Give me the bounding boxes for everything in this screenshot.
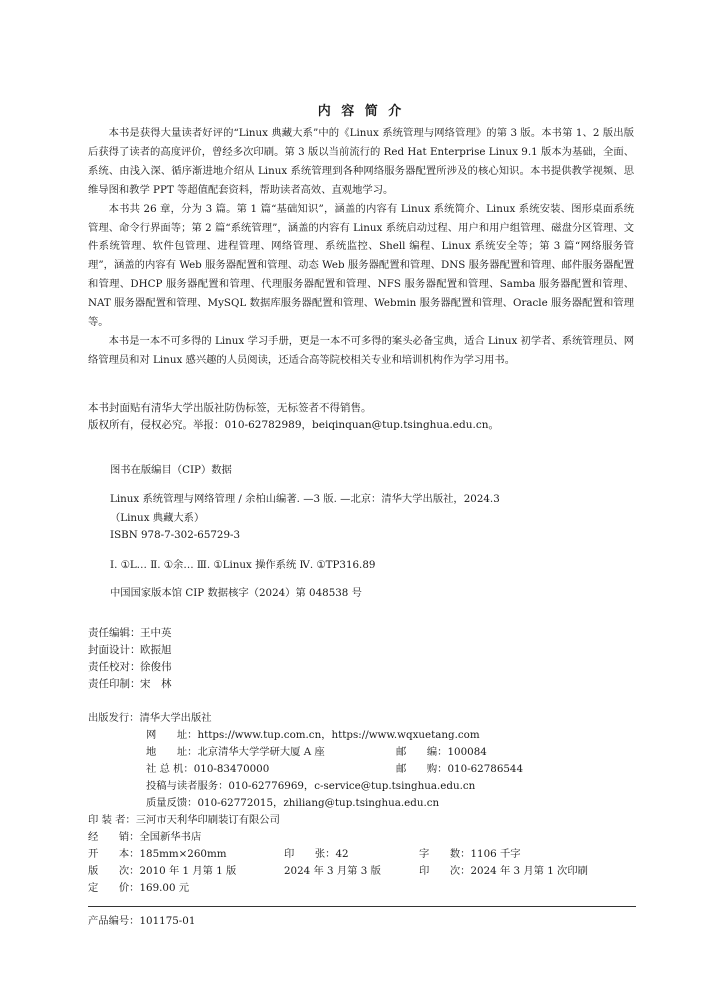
mail-order-value: 010-62786544 <box>447 763 524 775</box>
staff-row <box>88 642 172 657</box>
edition-first: 2010 年 1 月第 1 版 <box>139 865 237 877</box>
printer-label: 印 装 者： <box>88 814 136 826</box>
staff-label: 责任编辑： <box>88 627 141 639</box>
address-label: 地 址： <box>146 746 198 758</box>
quality-feedback-value: 010-62772015，zhiliang@tup.tsinghua.edu.cn <box>197 797 440 809</box>
cip-record: Linux 系统管理与网络管理 / 余柏山编著. —3 版. —北京：清华大学出版社，2024.3 <box>110 493 500 505</box>
contribution-row <box>146 777 475 792</box>
printing-row <box>419 862 588 877</box>
edition-third: 2024 年 3 月第 3 版 <box>284 865 381 877</box>
abstract <box>88 124 634 370</box>
mail-order-label: 邮 购： <box>396 763 448 775</box>
sheets-label: 印 张： <box>284 848 336 860</box>
contribution-label: 投稿与读者服务： <box>146 780 229 792</box>
staff-value: 徐俊伟 <box>140 661 172 673</box>
divider-line <box>88 906 636 907</box>
product-number-label: 产品编号： <box>88 915 140 927</box>
publisher-name: 清华大学出版社 <box>139 712 212 724</box>
cip-heading: 图书在版编目（CIP）数据 <box>110 464 232 476</box>
abstract-paragraph: 本书是一本不可多得的 Linux 学习手册，更是一本不可多得的案头必备宝典，适合 Linux 初学者、系统管理员、网络管理员和对 Linux 感兴趣的人员阅读，还适合高等院校相关专业和培训机构作为学习用书。 <box>88 334 634 366</box>
sheets-value: 42 <box>335 848 349 860</box>
product-number-value: 101175-01 <box>139 915 196 927</box>
publisher-label: 出版发行： <box>88 712 140 724</box>
product-number <box>88 912 195 927</box>
printer-value: 三河市天利华印刷装订有限公司 <box>135 814 280 826</box>
postcode-row <box>396 743 487 758</box>
website-label: 网 址： <box>146 729 198 741</box>
cip-core-number: 中国国家版本馆 CIP 数据核字（2024）第 048538 号 <box>110 587 362 599</box>
distributor-label: 经 销： <box>88 831 140 843</box>
anti-counterfeit-notice: 本书封面贴有清华大学出版社防伪标签，无标签者不得销售。 <box>88 402 372 414</box>
staff-label: 责任印制： <box>88 678 141 690</box>
word-count-value: 1106 千字 <box>470 848 521 860</box>
format-value: 185mm×260mm <box>139 848 227 860</box>
switchboard-value: 010-83470000 <box>193 763 270 775</box>
sheets-row <box>284 845 349 860</box>
cip-classification: Ⅰ. ①L… Ⅱ. ①余… Ⅲ. ①Linux 操作系统 Ⅳ. ①TP316.89 <box>110 559 376 571</box>
word-count-row <box>419 845 521 860</box>
staff-row <box>88 625 172 640</box>
contribution-value: 010-62776969，c-service@tup.tsinghua.edu.cn <box>228 780 476 792</box>
address-row <box>146 743 325 758</box>
switchboard-row <box>146 760 269 775</box>
edition-row <box>88 862 236 877</box>
address-value: 北京清华大学学研大厦 A 座 <box>197 746 325 758</box>
printing-value: 2024 年 3 月第 1 次印刷 <box>470 865 588 877</box>
postcode-label: 邮 编： <box>396 746 448 758</box>
piracy-report-notice: 版权所有，侵权必究。举报：010-62782989，beiqinquan@tup.tsinghua.edu.cn。 <box>88 419 499 431</box>
publisher-row <box>88 709 212 724</box>
price-label: 定 价： <box>88 882 140 894</box>
staff-row <box>88 659 172 674</box>
staff-value: 王中英 <box>140 627 172 639</box>
word-count-label: 字 数： <box>419 848 471 860</box>
quality-feedback-label: 质量反馈： <box>146 797 198 809</box>
distributor-row <box>88 828 201 843</box>
page-title: 内 容 简 介 <box>317 104 405 119</box>
cip-isbn: ISBN 978-7-302-65729-3 <box>110 529 241 541</box>
staff-label: 责任校对： <box>88 661 141 673</box>
staff-value: 欧振旭 <box>140 644 172 656</box>
printer-row <box>88 811 280 826</box>
abstract-paragraph: 本书共 26 章，分为 3 篇。第 1 篇“基础知识”，涵盖的内容有 Linux 系统简介、Linux 系统安装、图形桌面系统管理、命令行界面等；第 2 篇“系统管理”，涵盖的内容有 Linux 系统启动过程、用户和用户组管理、磁盘分区管理、文件系统管理、软件包管理、进程管理、网络管理、系统监控、Shell 编程、Linux 系统安全等；第 3 篇“网络服务管理”，涵盖的内容有 Web 服务器配置和管理、动态 Web 服务器配置和管理、DNS 服务器配置和管理、邮件服务器配置和管理、DHCP 服务器配置和管理、代理服务器配置和管理、NFS 服务器配置和管理、Samba 服务器配置和管理、NAT 服务器配置和管理、MySQL 数据库服务器配置和管理、Webmin 服务器配置和管理、Oracle 服务器配置和管理等。 <box>88 202 634 329</box>
price-row <box>88 879 189 894</box>
switchboard-label: 社 总 机： <box>146 763 194 775</box>
staff-label: 封面设计： <box>88 644 141 656</box>
staff-row <box>88 676 172 691</box>
cip-series: （Linux 典藏大系） <box>110 512 205 524</box>
price-value: 169.00 元 <box>139 882 190 894</box>
postcode-value: 100084 <box>447 746 487 758</box>
format-label: 开 本： <box>88 848 140 860</box>
abstract-paragraph: 本书是获得大量读者好评的“Linux 典藏大系”中的《Linux 系统管理与网络管理》的第 3 版。本书第 1、2 版出版后获得了读者的高度评价，曾经多次印刷。第 3 版以当前流行的 Red Hat Enterprise Linux 9.1 版本为基础，全面、系统、由浅入深、循序渐进地介绍从 Linux 系统管理到各种网络服务器配置所涉及的核心知识。本书提供教学视频、思维导图和教学 PPT 等超值配套资料，帮助读者高效、直观地学习。 <box>88 127 634 196</box>
copyright-notice <box>88 400 499 434</box>
mail-order-row <box>396 760 523 775</box>
format-row <box>88 845 226 860</box>
edition-label: 版 次： <box>88 865 140 877</box>
staff-value: 宋 林 <box>140 678 172 690</box>
quality-feedback-row <box>146 794 439 809</box>
website-row <box>146 726 480 741</box>
website-value: https://www.tup.com.cn，https://www.wqxuetang.com <box>197 729 480 741</box>
printing-label: 印 次： <box>419 865 471 877</box>
distributor-value: 全国新华书店 <box>139 831 202 843</box>
